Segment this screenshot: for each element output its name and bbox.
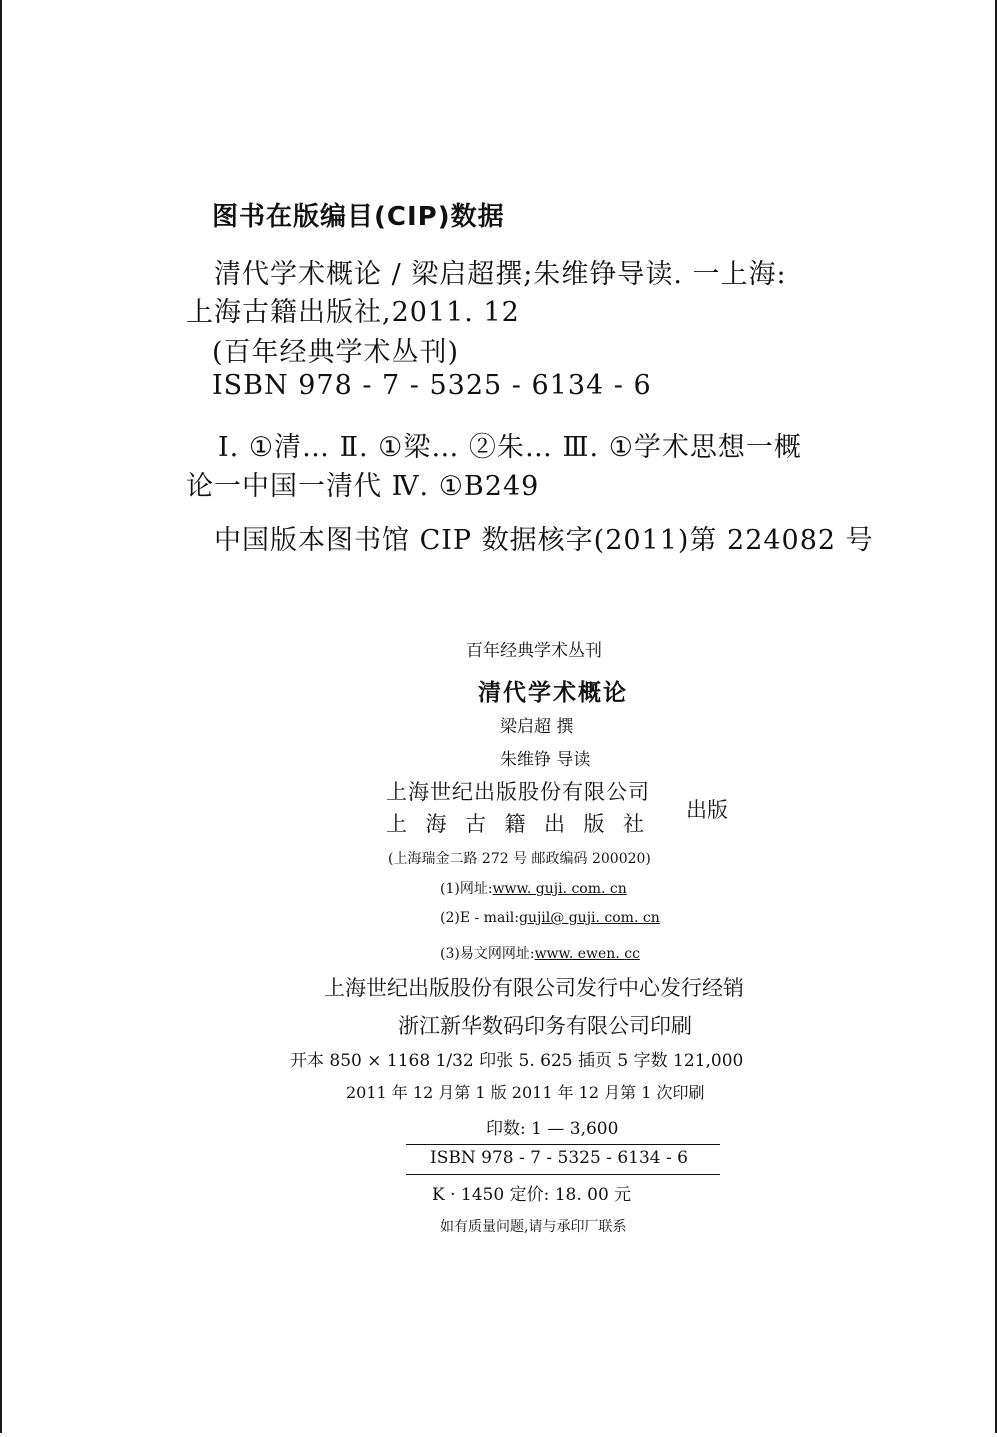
ewen-link[interactable]: www. ewen. cc [534,946,640,962]
publisher-suffix: 出版 [686,798,728,822]
colophon-notice: 如有质量问题,请与承印厂联系 [440,1219,627,1235]
publisher-address: (上海瑞金二路 272 号 邮政编码 200020) [388,851,651,867]
cip-record-number: 中国版本图书馆 CIP 数据核字(2011)第 224082 号 [214,525,874,556]
divider-middle [406,1174,720,1175]
cip-series-line: (百年经典学术丛刊) [212,337,460,368]
publisher-name-1: 上海世纪出版股份有限公司 [386,780,650,804]
colophon-distributor: 上海世纪出版股份有限公司发行中心发行经销 [324,976,744,1000]
colophon-printer: 浙江新华数码印务有限公司印刷 [398,1014,692,1038]
publisher-name-2: 上海古籍出版社 [386,812,663,836]
divider-top [406,1144,720,1145]
web-link[interactable]: www. guji. com. cn [492,881,627,897]
colophon-print-run: 印数: 1 — 3,600 [486,1119,619,1139]
ewen-label: (3)易文网网址: [440,946,535,962]
colophon-guide: 朱维铮 导读 [500,750,591,770]
web-line [440,878,627,898]
web-label: (1)网址: [440,881,493,897]
cip-isbn-line: ISBN 978 - 7 - 5325 - 6134 - 6 [212,370,652,401]
colophon-series: 百年经典学术丛刊 [466,641,602,661]
cip-subject-line-2: 论一中国一清代 Ⅳ. ①B249 [186,471,540,502]
colophon-specs: 开本 850 × 1168 1/32 印张 5. 625 插页 5 字数 121,000 [290,1051,744,1071]
colophon-edition: 2011 年 12 月第 1 版 2011 年 12 月第 1 次印刷 [346,1083,705,1102]
email-label: (2)E - mail: [440,910,519,926]
email-line [440,910,660,926]
cip-heading: 图书在版编目(CIP)数据 [212,202,505,232]
colophon-publishers [386,776,663,838]
cip-publisher-line: 上海古籍出版社,2011. 12 [186,297,520,328]
colophon-title: 清代学术概论 [478,680,628,706]
email-link[interactable]: gujil@ guji. com. cn [518,910,660,926]
colophon-isbn: ISBN 978 - 7 - 5325 - 6134 - 6 [430,1148,688,1168]
cip-subject-line-1: Ⅰ. ①清… Ⅱ. ①梁… ②朱… Ⅲ. ①学术思想一概 [218,432,802,463]
colophon-price: K · 1450 定价: 18. 00 元 [432,1185,632,1205]
ewen-line [440,943,640,963]
colophon-author: 梁启超 撰 [500,717,574,737]
cip-title-line: 清代学术概论 / 梁启超撰;朱维铮导读. 一上海: [214,259,787,290]
